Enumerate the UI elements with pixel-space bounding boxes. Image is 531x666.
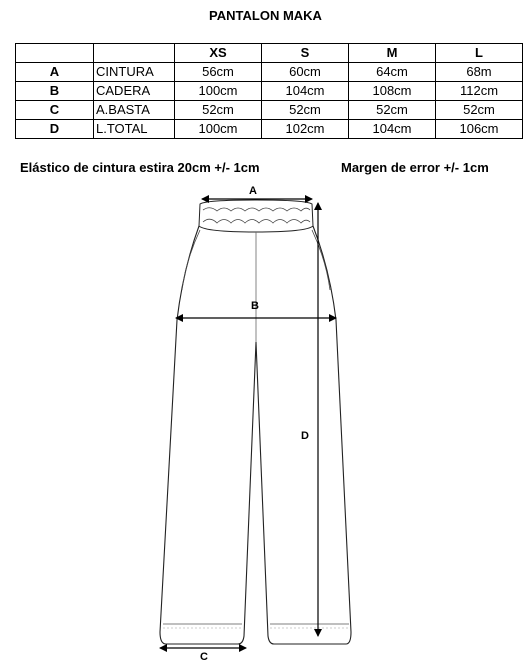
pocket-left — [182, 230, 200, 290]
row-name: A.BASTA — [94, 101, 175, 120]
cell-xs: 100cm — [175, 120, 262, 139]
row-code: D — [16, 120, 94, 139]
row-name: CADERA — [94, 82, 175, 101]
pants-outline — [160, 226, 351, 644]
margin-note: Margen de error +/- 1cm — [341, 160, 489, 175]
label-c: C — [200, 651, 208, 663]
row-name: CINTURA — [94, 63, 175, 82]
page-title: PANTALON MAKA — [209, 8, 322, 23]
cell-s: 52cm — [262, 101, 349, 120]
row-code: B — [16, 82, 94, 101]
row-code: A — [16, 63, 94, 82]
header-cell-l: L — [436, 44, 523, 63]
cell-xs: 100cm — [175, 82, 262, 101]
cell-m: 64cm — [349, 63, 436, 82]
row-name: L.TOTAL — [94, 120, 175, 139]
header-cell-m: M — [349, 44, 436, 63]
waistband-gathers — [203, 208, 310, 223]
label-d: D — [301, 430, 309, 442]
label-b: B — [251, 300, 259, 312]
cell-m: 104cm — [349, 120, 436, 139]
cell-s: 60cm — [262, 63, 349, 82]
cell-l: 106cm — [436, 120, 523, 139]
label-a: A — [249, 185, 257, 197]
cell-l: 112cm — [436, 82, 523, 101]
cell-s: 102cm — [262, 120, 349, 139]
row-code: C — [16, 101, 94, 120]
cell-xs: 56cm — [175, 63, 262, 82]
header-cell-s: S — [262, 44, 349, 63]
cell-l: 68m — [436, 63, 523, 82]
pocket-right — [312, 230, 330, 290]
cell-xs: 52cm — [175, 101, 262, 120]
waistband-outline — [199, 200, 313, 232]
cell-m: 108cm — [349, 82, 436, 101]
cell-l: 52cm — [436, 101, 523, 120]
elastic-note: Elástico de cintura estira 20cm +/- 1cm — [20, 160, 260, 175]
header-cell-xs: XS — [175, 44, 262, 63]
cell-s: 104cm — [262, 82, 349, 101]
cell-m: 52cm — [349, 101, 436, 120]
